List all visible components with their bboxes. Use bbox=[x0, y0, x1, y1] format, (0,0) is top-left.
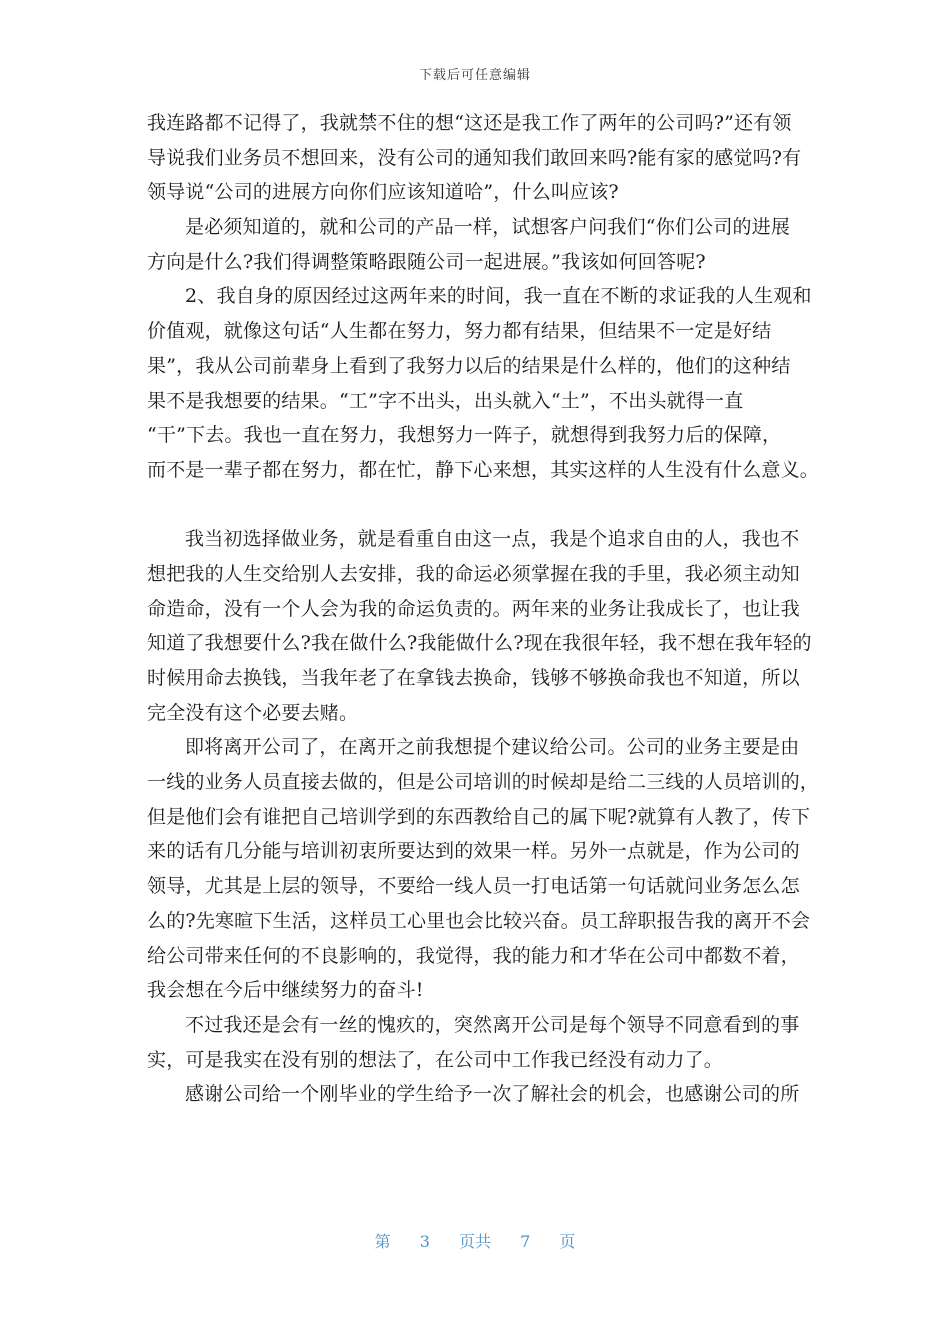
text-line: 实，可是我实在没有别的想法了，在公司中工作我已经没有动力了。 bbox=[147, 1048, 724, 1071]
text-line: 完全没有这个必要去赌。 bbox=[147, 701, 359, 724]
text-line: 来的话有几分能与培训初衷所要达到的效果一样。另外一点就是，作为公司的 bbox=[147, 840, 800, 863]
text-line: 而不是一辈子都在努力，都在忙，静下心来想，其实这样的人生没有什么意义。 bbox=[147, 458, 820, 481]
text-line: 我当初选择做业务，就是看重自由这一点，我是个追求自由的人，我也不 bbox=[185, 528, 800, 551]
text-line: 时候用命去换钱，当我年老了在拿钱去换命，钱够不够换命我也不知道，所以 bbox=[147, 667, 800, 689]
page-header: 下载后可任意编辑 bbox=[418, 68, 531, 83]
document-body bbox=[147, 106, 820, 1112]
text-line: 我连路都不记得了，我就禁不住的想“这还是我工作了两年的公司吗?”还有领 bbox=[147, 112, 792, 134]
text-line: 给公司带来任何的不良影响的，我觉得，我的能力和才华在公司中都数不着， bbox=[147, 944, 800, 967]
paragraph-gap bbox=[147, 488, 807, 523]
text-line: 即将离开公司了，在离开之前我想提个建议给公司。公司的业务主要是由 bbox=[185, 736, 800, 759]
text-line: 领导，尤其是上层的领导，不要给一线人员一打电话第一句话就问业务怎么怎 bbox=[147, 875, 800, 898]
text-line: 价值观，就像这句话“人生都在努力，努力都有结果，但结果不一定是好结 bbox=[147, 320, 772, 343]
text-line: 不过我还是会有一丝的愧疚的，突然离开公司是每个领导不同意看到的事 bbox=[185, 1013, 800, 1036]
page-label-middle: 页共 bbox=[458, 1232, 491, 1251]
text-line: 2、我自身的原因经过这两年来的时间，我一直在不断的求证我的人生观和 bbox=[185, 285, 812, 308]
text-line: 果不是我想要的结果。“工”字不出头，出头就入“土”，不出头就得一直 bbox=[147, 389, 744, 412]
text-line: 导说我们业务员不想回来，没有公司的通知我们敢回来吗?能有家的感觉吗?有 bbox=[147, 146, 802, 169]
text-line: 想把我的人生交给别人去安排，我的命运必须掌握在我的手里，我必须主动知 bbox=[147, 562, 800, 585]
page-label-prefix: 第 bbox=[374, 1232, 391, 1251]
text-line: 命造命，没有一个人会为我的命运负责的。两年来的业务让我成长了，也让我 bbox=[147, 597, 800, 620]
page-footer bbox=[0, 1229, 950, 1252]
page-current-number: 3 bbox=[419, 1232, 430, 1251]
text-line: 感谢公司给一个刚毕业的学生给予一次了解社会的机会，也感谢公司的所 bbox=[185, 1083, 800, 1106]
text-line: 我会想在今后中继续努力的奋斗! bbox=[147, 979, 424, 1002]
text-line: 方向是什么?我们得调整策略跟随公司一起进展。”我该如何回答呢? bbox=[147, 250, 706, 273]
text-line: 领导说“公司的进展方向你们应该知道哈”，什么叫应该? bbox=[147, 181, 619, 204]
text-line: 一线的业务人员直接去做的，但是公司培训的时候却是给二三线的人员培训的， bbox=[147, 771, 820, 794]
text-line: “干”下去。我也一直在努力，我想努力一阵子，就想得到我努力后的保障， bbox=[147, 424, 782, 447]
page-label-suffix: 页 bbox=[559, 1232, 576, 1251]
text-line: 知道了我想要什么?我在做什么?我能做什么?现在我很年轻，我不想在我年轻的 bbox=[147, 632, 812, 655]
page-total-number: 7 bbox=[520, 1232, 531, 1251]
text-line: 是必须知道的，就和公司的产品一样，试想客户问我们“你们公司的进展 bbox=[185, 216, 791, 239]
text-line: 但是他们会有谁把自己培训学到的东西教给自己的属下呢?就算有人教了，传下 bbox=[147, 805, 811, 828]
text-line: 果”，我从公司前辈身上看到了我努力以后的结果是什么样的，他们的这种结 bbox=[147, 354, 791, 377]
text-line: 么的?先寒暄下生活，这样员工心里也会比较兴奋。员工辞职报告我的离开不会 bbox=[147, 909, 811, 932]
